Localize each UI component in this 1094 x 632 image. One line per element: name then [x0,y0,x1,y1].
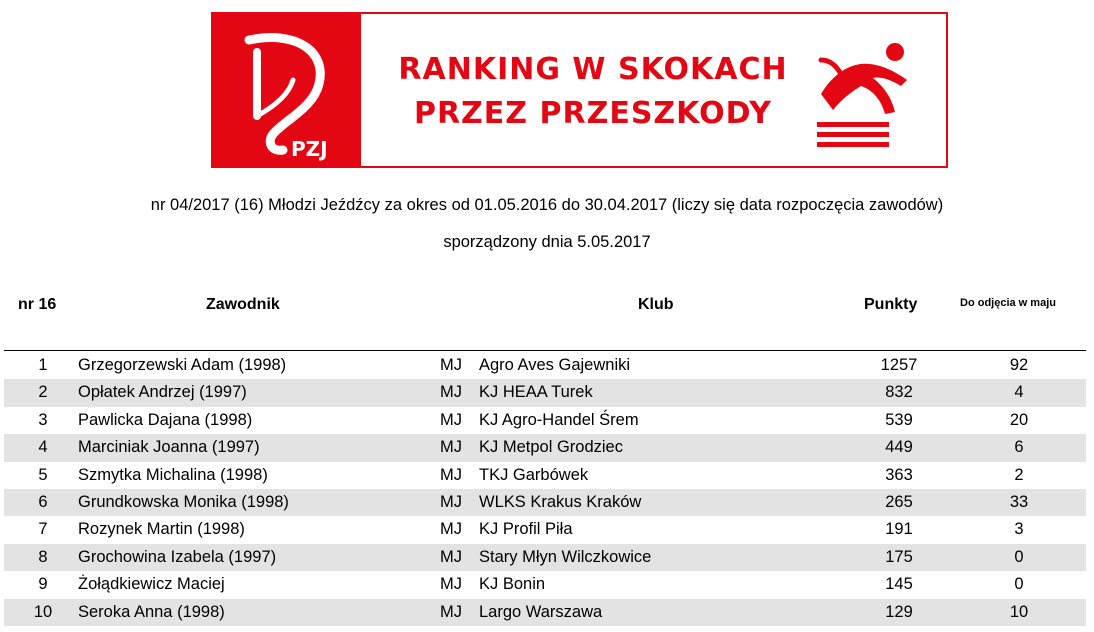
table-row [4,544,1086,571]
table-row [4,516,1086,543]
header-deduct: Do odjęcia w maju [960,297,1056,309]
deduct-value: 4 [1014,383,1024,402]
header-rider: Zawodnik [206,296,280,313]
deduct-value: 33 [1009,492,1029,511]
table-row [4,599,1086,626]
club-name: KJ Metpol Grodziec [479,438,623,457]
points-value: 1257 [880,356,918,374]
table-row [4,434,1086,461]
header-divider [4,350,1086,351]
deduct-value: 92 [1009,356,1029,374]
ranking-banner [211,12,950,168]
table-row [4,462,1086,489]
category: MJ [440,410,462,429]
category: MJ [440,547,462,566]
club-name: KJ HEAA Turek [479,383,593,402]
banner-title-line2: PRZEZ PRZESZKODY [413,96,773,131]
rider-name: Seroka Anna (1998) [78,602,225,621]
header-club: Klub [638,296,674,313]
rider-name: Opłatek Andrzej (1997) [78,383,247,402]
banner-title-line1: RANKING W SKOKACH [398,52,788,87]
rank-number: 1 [38,356,48,374]
ranking-period-line: nr 04/2017 (16) Młodzi Jeźdźcy za okres od 01.05.2016 do 30.04.2017 (liczy się data rozpoczęcia zawodów) [150,196,944,214]
rider-name: Grundkowska Monika (1998) [78,492,289,511]
category: MJ [440,492,462,511]
club-name: KJ Profil Piła [479,520,573,539]
rank-number: 3 [38,410,48,429]
table-row [4,352,1086,379]
rank-number: 2 [38,383,48,402]
club-name: Agro Aves Gajewniki [479,356,631,374]
header-nr: nr 16 [18,296,57,313]
rank-number: 9 [38,575,48,594]
rider-name: Żołądkiewicz Maciej [78,575,225,594]
category: MJ [440,383,462,402]
category: MJ [440,465,462,484]
deduct-value: 6 [1014,438,1024,457]
table-row [4,489,1086,516]
points-value: 363 [885,465,913,484]
club-name: KJ Agro-Handel Śrem [479,410,639,429]
deduct-value: 10 [1009,602,1029,621]
rider-name: Grochowina Izabela (1997) [78,547,277,566]
show-jumping-icon [811,34,921,152]
rider-name: Grzegorzewski Adam (1998) [78,356,287,374]
deduct-value: 2 [1014,465,1024,484]
category: MJ [440,438,462,457]
rider-name: Szmytka Michalina (1998) [78,465,268,484]
rank-number: 7 [38,520,48,539]
ranking-date-line: sporządzony dnia 5.05.2017 [443,233,651,251]
rank-number: 5 [38,465,48,484]
points-value: 191 [885,520,913,539]
club-name: Largo Warszawa [479,602,603,621]
points-value: 449 [885,438,913,457]
category: MJ [440,520,462,539]
points-value: 175 [885,547,913,566]
rank-number: 10 [33,602,53,621]
table-row [4,571,1086,598]
deduct-value: 20 [1009,410,1029,429]
rider-name: Marciniak Joanna (1997) [78,438,260,457]
ranking-table [4,352,1086,626]
rider-name: Pawlicka Dajana (1998) [78,410,253,429]
header-points: Punkty [864,296,918,313]
rank-number: 4 [38,438,48,457]
club-name: KJ Bonin [479,575,546,594]
rank-number: 8 [38,547,48,566]
category: MJ [440,602,462,621]
deduct-value: 0 [1014,547,1024,566]
points-value: 832 [885,383,913,402]
deduct-value: 3 [1014,520,1024,539]
table-row [4,379,1086,406]
points-value: 539 [885,410,913,429]
points-value: 265 [885,492,913,511]
club-name: Stary Młyn Wilczkowice [479,547,652,566]
club-name: WLKS Krakus Kraków [479,492,642,511]
pzj-logo-text: PZJ [291,137,328,161]
category: MJ [440,575,462,594]
table-row [4,407,1086,434]
deduct-value: 0 [1014,575,1024,594]
club-name: TKJ Garbówek [479,465,589,484]
points-value: 145 [885,575,913,594]
rider-name: Rozynek Martin (1998) [78,520,245,539]
pzj-logo [227,22,337,162]
banner-title [383,48,803,136]
points-value: 129 [885,602,913,621]
rank-number: 6 [38,492,48,511]
category: MJ [440,356,462,374]
